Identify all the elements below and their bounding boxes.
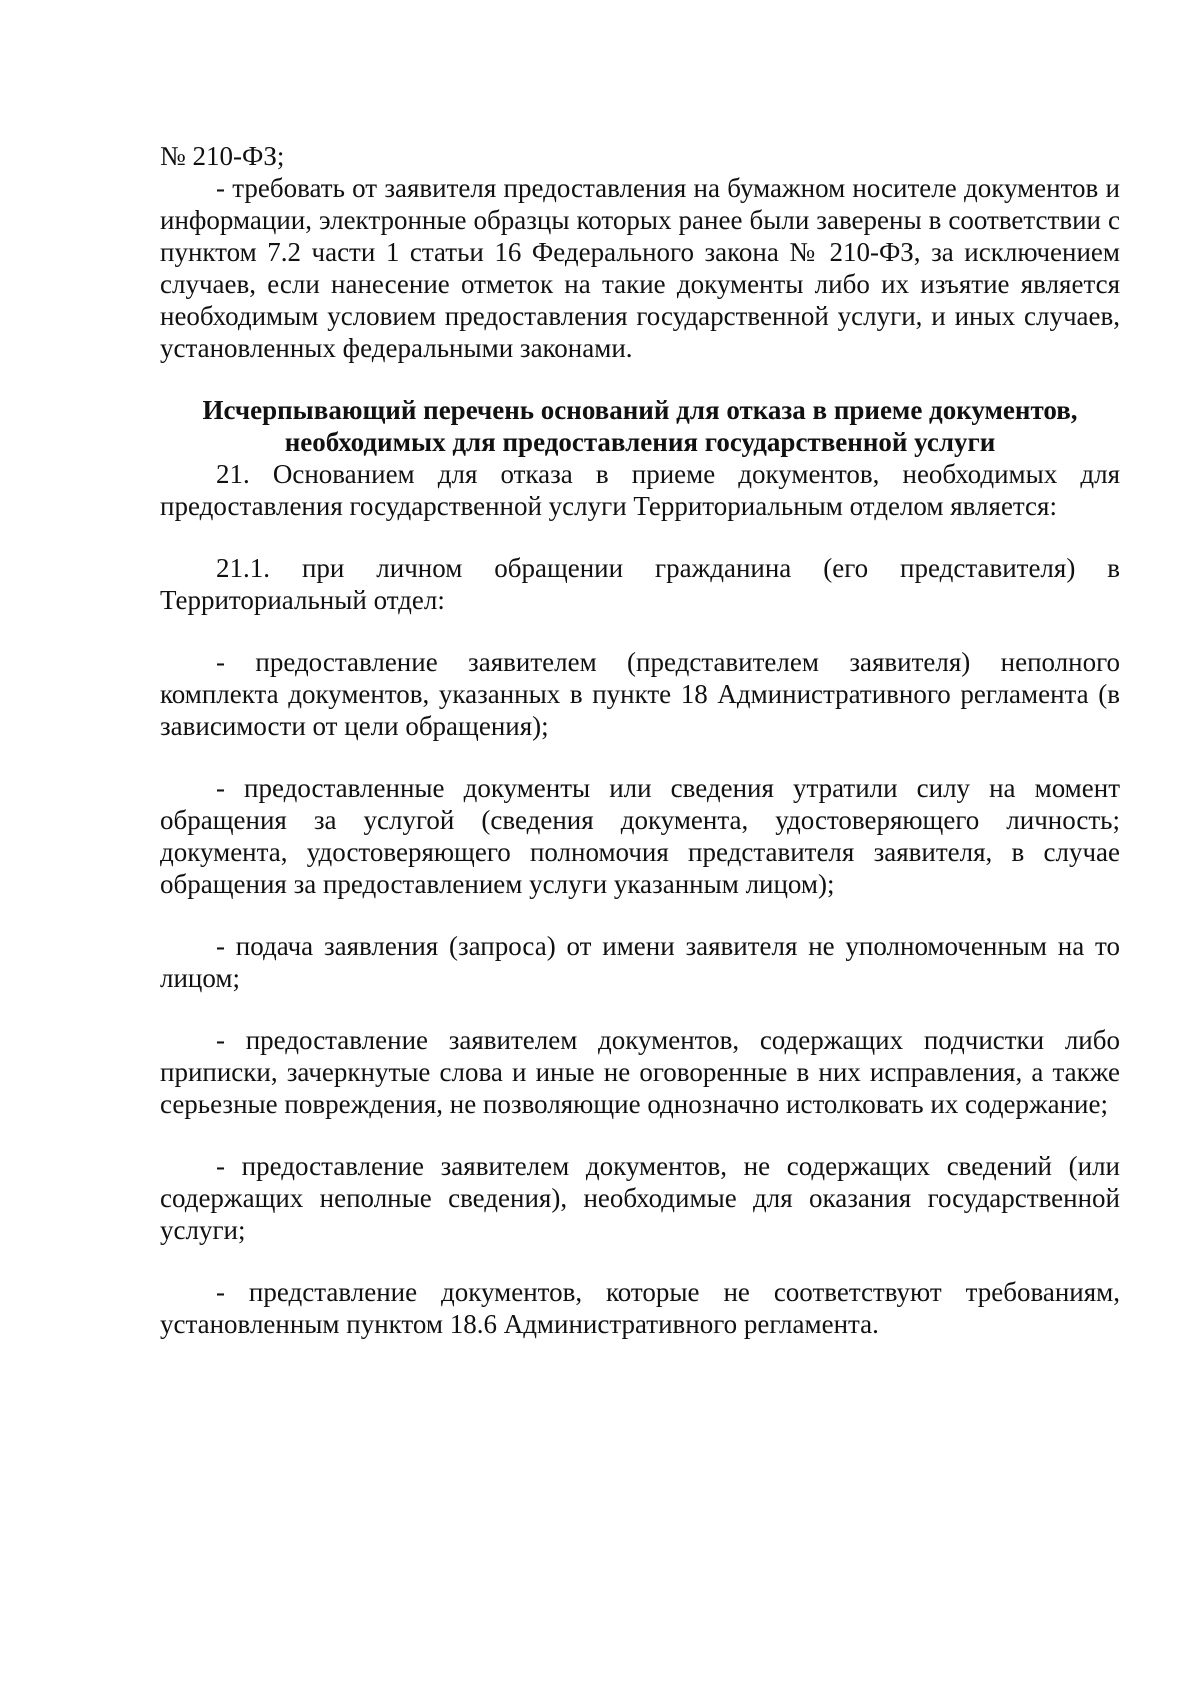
paragraph-21: 21. Основанием для отказа в приеме документов, необходимых для предоставления государственной услуги Территориальным отделом является: <box>160 459 1120 521</box>
list-item: - подача заявления (запроса) от имени заявителя не уполномоченным на то лицом; <box>160 931 1120 993</box>
list-item: - предоставление заявителем документов, не содержащих сведений (или содержащих неполные сведения), необходимые для оказания государственной услуги; <box>160 1151 1120 1245</box>
intro-line: № 210-ФЗ; <box>160 141 285 171</box>
section-heading-line-1: Исчерпывающий перечень оснований для отказа в приеме документов, <box>202 395 1078 425</box>
list-item: - предоставление заявителем документов, содержащих подчистки либо приписки, зачеркнутые слова и иные не оговоренные в них исправления, а также серьезные повреждения, не позволяющие однозначно истолковать их содержание; <box>160 1025 1120 1119</box>
intro-list-item: - требовать от заявителя предоставления на бумажном носителе документов и информации, электронные образцы которых ранее были заверены в соответствии с пунктом 7.2 части 1 статьи 16 Федерального закона № 210-ФЗ, за исключением случаев, если нанесение отметок на такие документы либо их изъятие является необходимым условием предоставления государственной услуги, и иных случаев, установленных федеральными законами. <box>160 173 1120 363</box>
document-page <box>160 140 1120 1340</box>
list-item: - представление документов, которые не соответствуют требованиям, установленным пунктом 18.6 Административного регламента. <box>160 1277 1120 1339</box>
list-item: - предоставление заявителем (представителем заявителя) неполного комплекта документов, указанных в пункте 18 Административного регламента (в зависимости от цели обращения); <box>160 647 1120 741</box>
paragraph-21-1: 21.1. при личном обращении гражданина (его представителя) в Территориальный отдел: <box>160 553 1120 615</box>
section-heading <box>160 394 1120 458</box>
list-item: - предоставленные документы или сведения утратили силу на момент обращения за услугой (сведения документа, удостоверяющего личность; документа, удостоверяющего полномочия представителя заявителя, в случае обращения за предоставлением услуги указанным лицом); <box>160 773 1120 899</box>
section-heading-line-2: необходимых для предоставления государственной услуги <box>284 427 996 457</box>
